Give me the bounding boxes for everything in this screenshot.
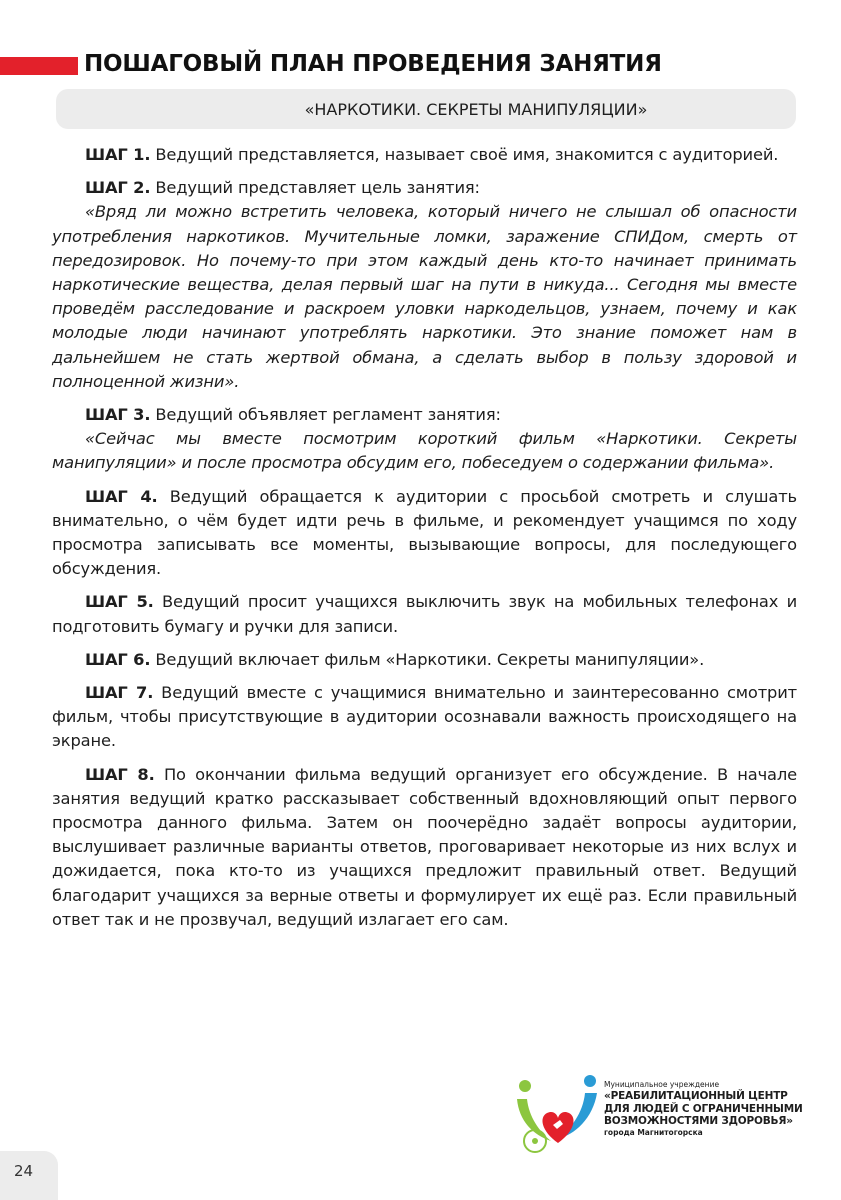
step-1: [52, 143, 797, 167]
step-label: ШАГ 6.: [85, 649, 151, 669]
step-label: ШАГ 2.: [85, 178, 151, 198]
step-text: Ведущий представляется, называет своё имя, знакомится с аудиторией.: [150, 145, 779, 164]
subtitle-text: «НАРКОТИКИ. СЕКРЕТЫ МАНИПУЛЯЦИИ»: [304, 99, 648, 119]
header-accent-bar: [0, 57, 78, 75]
step-text: Ведущий обращается к аудитории с просьбой смотреть и слушать внимательно, о чём будет идти речь в фильме, и рекомендует учащимся по ходу просмотра записывать все моменты, вызывающие вопросы, для последующего обсуждения.: [52, 486, 798, 579]
step-7: [52, 681, 797, 754]
steps-list: [52, 143, 797, 941]
step-quote: «Вряд ли можно встретить человека, который ничего не слышал об опасности употребления наркотиков. Мучительные ломки, заражение СПИДом, смерть от передозировок. Но почему-то при этом каждый день кто-то начинает принимать наркотические вещества, делая первый шаг на пути в никуда... Сегодня мы вместе проведём расследование и раскроем уловки наркодельцов, узнаем, почему и как молодые люди начинают употреблять наркотики. Это знание поможет нам в дальнейшем не стать жертвой обмана, а сделать выбор в пользу здоровой и полноценной жизни».: [52, 202, 797, 391]
step-label: ШАГ 1.: [85, 145, 151, 164]
step-text: Ведущий включает фильм «Наркотики. Секреты манипуляции».: [150, 649, 705, 669]
org-city: города Магнитогорска: [604, 1127, 703, 1137]
step-label: ШАГ 5.: [85, 592, 154, 612]
rehab-center-logo-icon: [513, 1073, 603, 1155]
step-3: [52, 403, 797, 476]
step-quote: «Сейчас мы вместе посмотрим короткий фильм «Наркотики. Секреты манипуляции» и после просмотра обсудим его, побеседуем о содержании фильма».: [52, 429, 797, 473]
org-name-line-1: «РЕАБИЛИТАЦИОННЫЙ ЦЕНТР: [604, 1090, 788, 1102]
step-5: [52, 590, 797, 638]
step-text: Ведущий объявляет регламент занятия:: [150, 405, 501, 425]
step-label: ШАГ 4.: [85, 486, 158, 506]
step-text: Ведущий просит учащихся выключить звук на мобильных телефонах и подготовить бумагу и ручки для записи.: [52, 592, 797, 636]
step-label: ШАГ 8.: [85, 764, 155, 784]
step-label: ШАГ 7.: [85, 683, 154, 703]
step-text: Ведущий вместе с учащимися внимательно и заинтересованно смотрит фильм, чтобы присутствующие в аудитории осознавали важность происходящего на экране.: [52, 683, 797, 751]
step-6: [52, 648, 797, 672]
page-title: ПОШАГОВЫЙ ПЛАН ПРОВЕДЕНИЯ ЗАНЯТИЯ: [84, 51, 662, 77]
org-prefix: Муниципальное учреждение: [604, 1080, 720, 1089]
step-label: ШАГ 3.: [85, 405, 151, 425]
org-name-line-2: ДЛЯ ЛЮДЕЙ С ОГРАНИЧЕННЫМИ: [604, 1102, 803, 1115]
organization-block: [604, 1080, 834, 1138]
org-name-line-3: ВОЗМОЖНОСТЯМИ ЗДОРОВЬЯ»: [604, 1115, 793, 1128]
step-4: [52, 485, 797, 582]
step-text: По окончании фильма ведущий организует его обсуждение. В начале занятия ведущий кратко рассказывает собственный вдохновляющий опыт первого просмотра данного фильма. Затем он поочерёдно задаёт вопросы аудитории, выслушивает различные варианты ответов, проговаривает некоторые из них вслух и дожидается, пока кто-то из учащихся предложит правильный ответ. Ведущий благодарит учащихся за верные ответы и формулирует их ещё раз. Если правильный ответ так и не прозвучал, ведущий излагает его сам.: [52, 764, 798, 929]
subtitle-banner: [56, 89, 796, 129]
page-number-tab: [0, 1151, 58, 1200]
step-8: [52, 763, 797, 932]
step-2: [52, 176, 797, 394]
step-text: Ведущий представляет цель занятия:: [150, 178, 480, 198]
page-number: 24: [14, 1162, 34, 1180]
